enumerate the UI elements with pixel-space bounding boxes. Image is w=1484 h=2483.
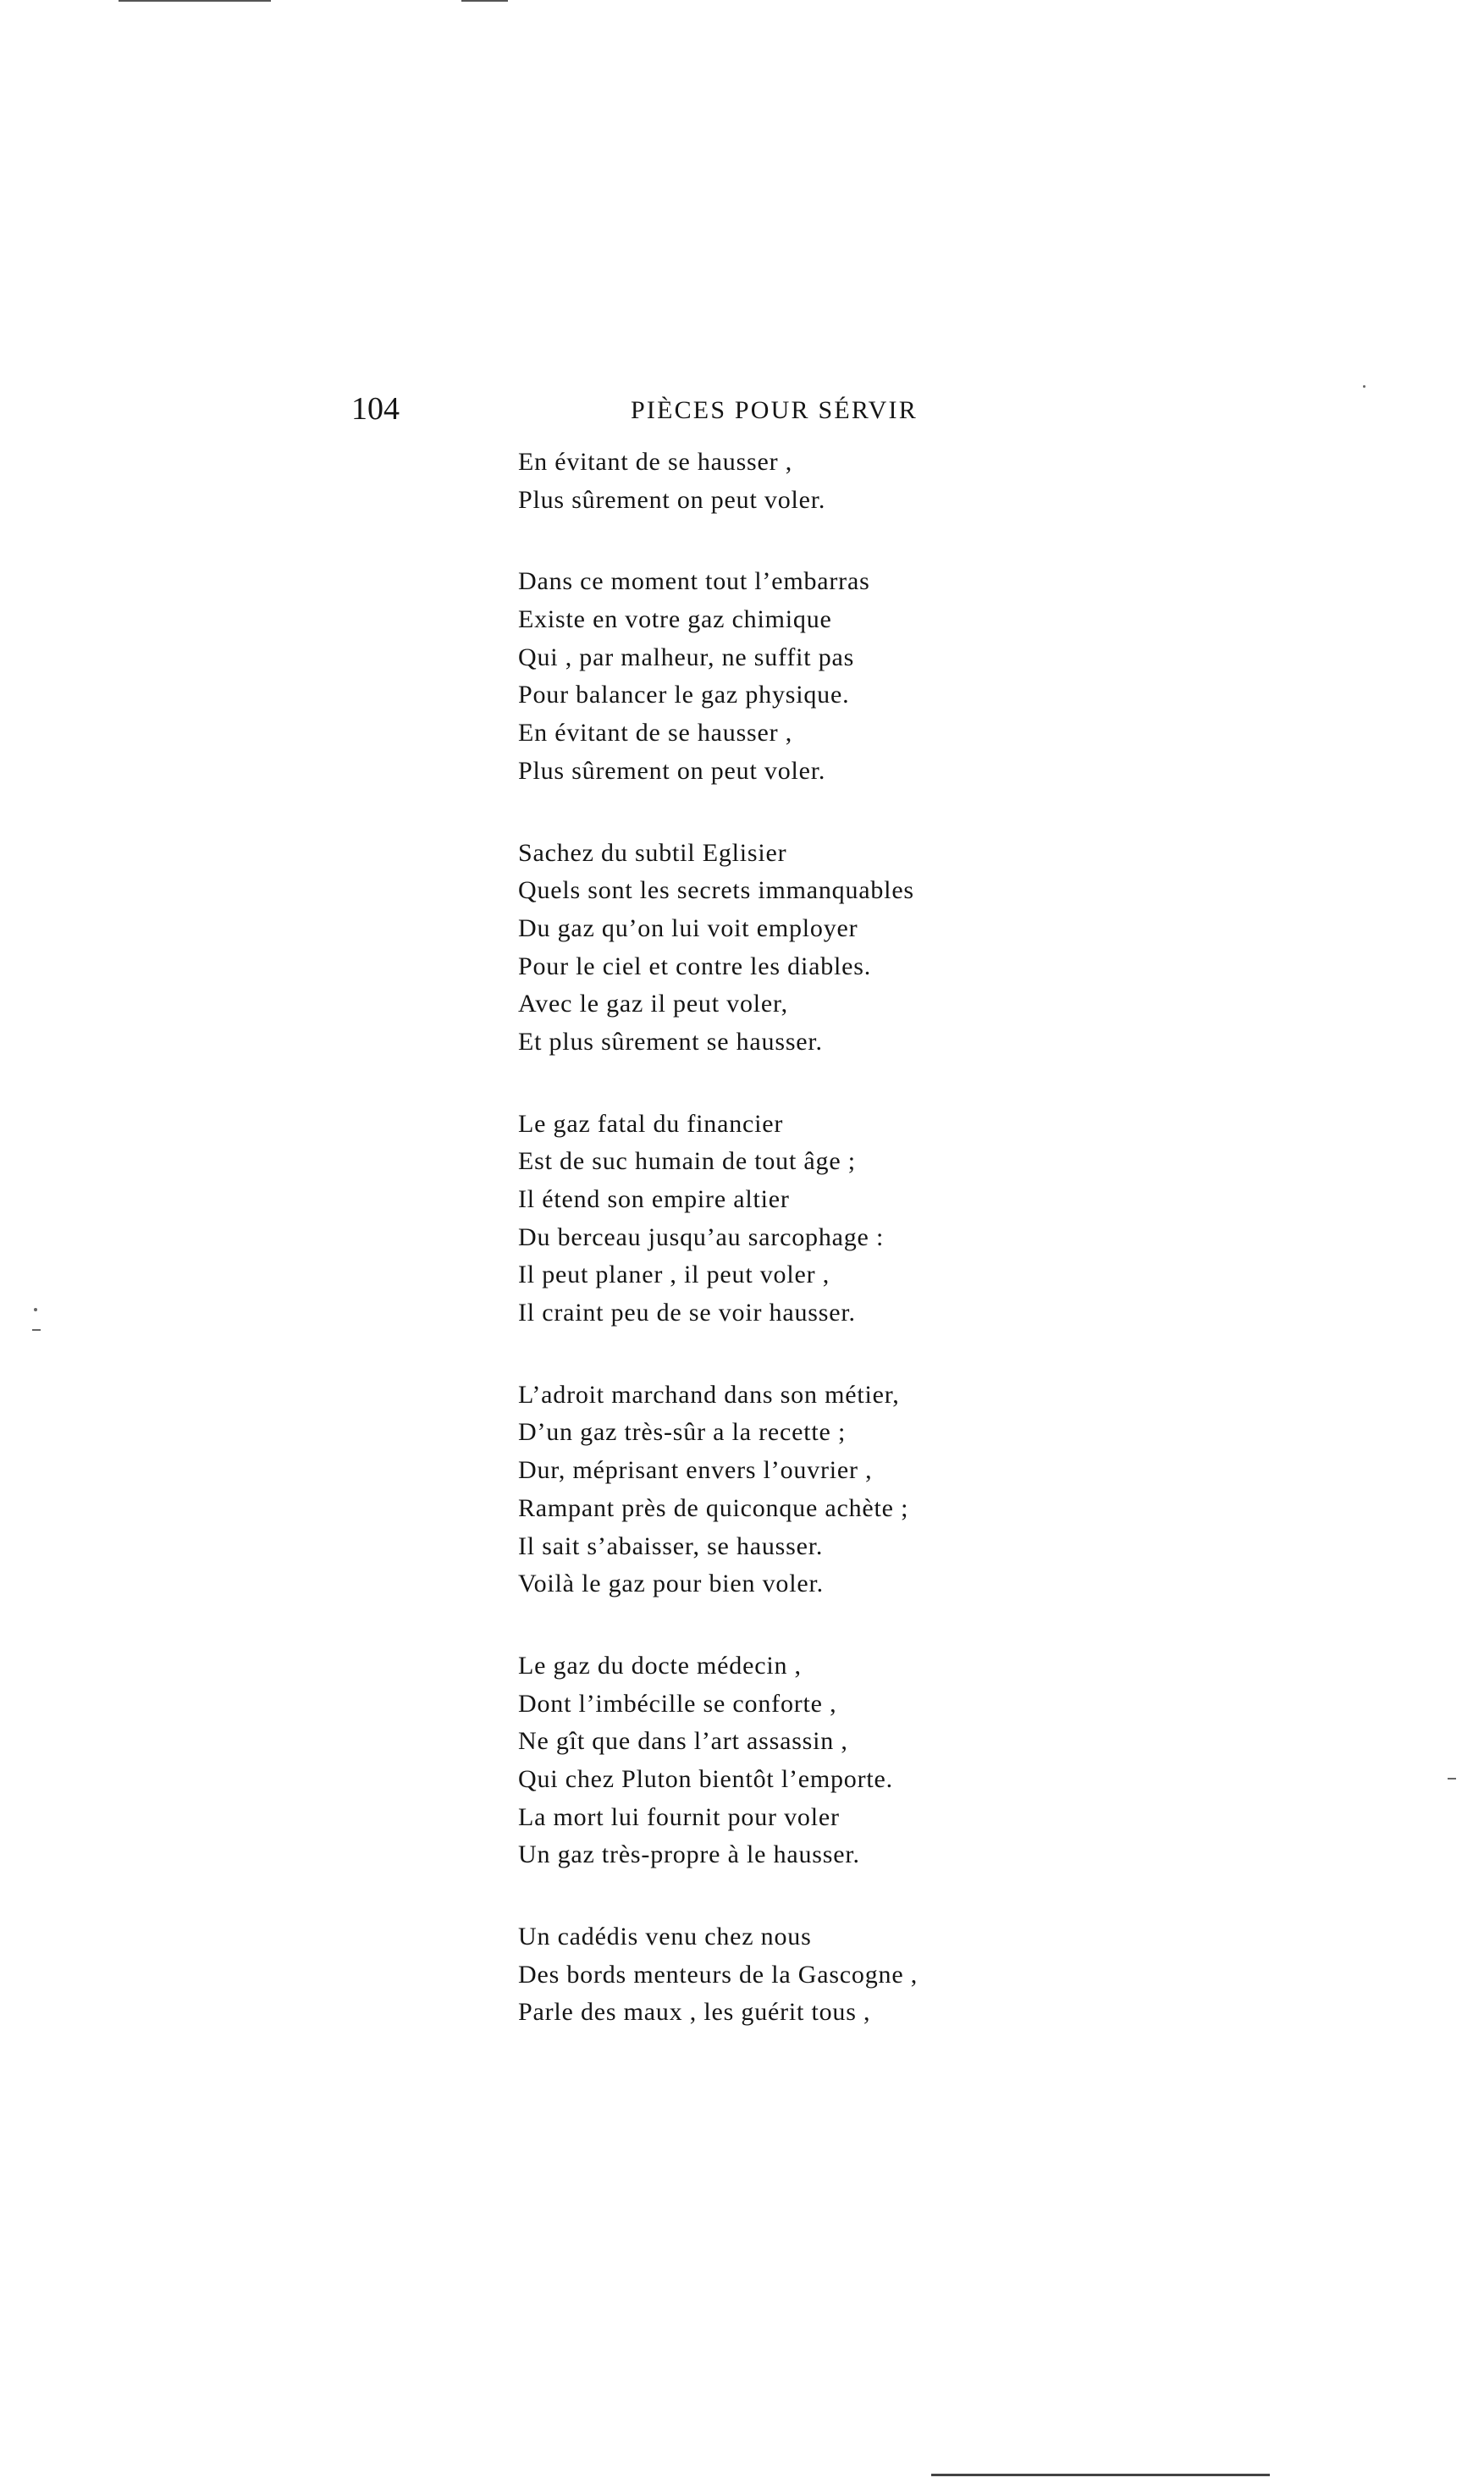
margin-speck	[1448, 1778, 1456, 1779]
verse-line: Quels sont les secrets immanquables	[518, 876, 914, 905]
verse-line: Avec le gaz il peut voler,	[518, 990, 788, 1018]
page-number: 104	[351, 391, 400, 427]
verse-line: Pour balancer le gaz physique.	[518, 681, 850, 709]
top-edge-mark	[119, 0, 271, 2]
verse-line: Du berceau jusqu’au sarcophage :	[518, 1222, 885, 1251]
verse-line: Et plus sûrement se hausser.	[518, 1027, 823, 1056]
verse-line: D’un gaz très-sûr a la recette ;	[518, 1418, 847, 1447]
verse-line: Dur, méprisant envers l’ouvrier ,	[518, 1456, 873, 1485]
stanza	[518, 835, 1043, 1062]
verse-line: Le gaz du docte médecin ,	[518, 1651, 802, 1680]
stanza	[518, 563, 1043, 790]
page-header	[351, 385, 961, 436]
verse-line: En évitant de se hausser ,	[518, 448, 793, 476]
verse-line: L’adroit marchand dans son métier,	[518, 1380, 900, 1409]
verse-line: La mort lui fournit pour voler	[518, 1802, 840, 1831]
verse-line: Dont l’imbécille se conforte ,	[518, 1689, 837, 1718]
verse-line: Des bords menteurs de la Gascogne ,	[518, 1960, 919, 1989]
stanza	[518, 1106, 1043, 1333]
stanza	[518, 444, 1043, 519]
verse-line: Il sait s’abaisser, se hausser.	[518, 1531, 824, 1560]
verse-line: Existe en votre gaz chimique	[518, 605, 832, 634]
top-edge-mark	[461, 0, 508, 2]
stanza	[518, 1918, 1043, 2032]
verse-line: Qui , par malheur, ne suffit pas	[518, 643, 855, 671]
verse-line: Voilà le gaz pour bien voler.	[518, 1570, 824, 1598]
verse-line: Un cadédis venu chez nous	[518, 1923, 812, 1951]
verse-line: Sachez du subtil Eglisier	[518, 838, 787, 867]
verse-line: Du gaz qu’on lui voit employer	[518, 913, 858, 942]
verse-line: Un gaz très-propre à le hausser.	[518, 1840, 860, 1869]
verse-line: Il étend son empire altier	[518, 1185, 790, 1213]
verse-line: Plus sûrement on peut voler.	[518, 756, 826, 785]
verse-line: Il craint peu de se voir hausser.	[518, 1299, 856, 1327]
margin-speck	[34, 1308, 37, 1311]
verse-line: Ne gît que dans l’art assassin ,	[518, 1727, 848, 1756]
stanza	[518, 1377, 1043, 1603]
bottom-edge-mark	[931, 2474, 1270, 2476]
verse-line: Il peut planer , il peut voler ,	[518, 1261, 830, 1289]
verse-line: Plus sûrement on peut voler.	[518, 485, 826, 514]
margin-speck	[32, 1329, 41, 1331]
margin-speck	[1363, 385, 1365, 388]
running-title: PIÈCES POUR SÉRVIR	[631, 396, 918, 424]
verse-line: Rampant près de quiconque achète ;	[518, 1493, 909, 1522]
verse-line: Parle des maux , les guérit tous ,	[518, 1998, 871, 2027]
stanza	[518, 1647, 1043, 1874]
verse-line: Qui chez Pluton bientôt l’emporte.	[518, 1764, 893, 1793]
verse-line: Le gaz fatal du financier	[518, 1109, 784, 1138]
verse-line: Pour le ciel et contre les diables.	[518, 952, 872, 980]
verse-line: Dans ce moment tout l’embarras	[518, 567, 870, 596]
verse-line: Est de suc humain de tout âge ;	[518, 1147, 856, 1176]
verse-line: En évitant de se hausser ,	[518, 719, 793, 748]
poem-body	[518, 444, 1043, 2076]
